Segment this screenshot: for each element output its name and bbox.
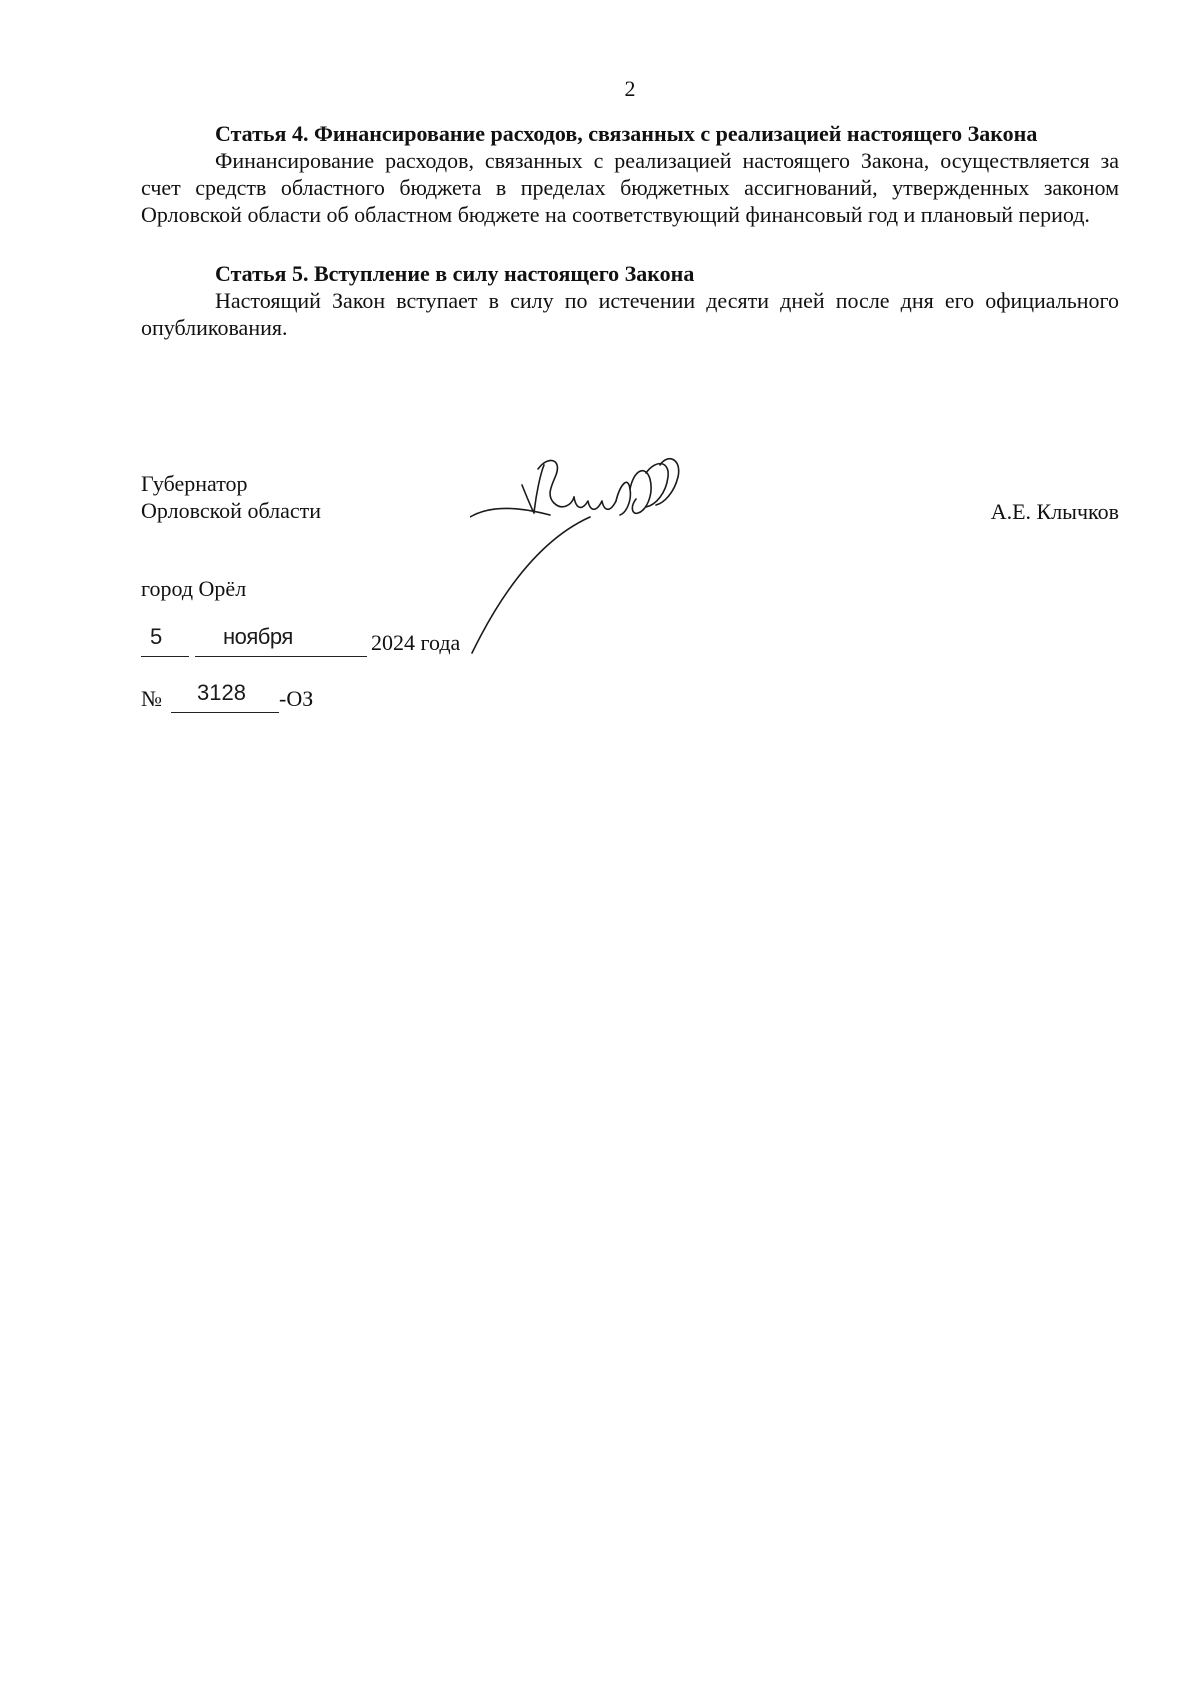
article-4-body: Финансирование расходов, связанных с реализацией настоящего Закона, осуществляется за счет средств областного бюджета в пределах бюджетных ассигнований, утвержденных законом Орловской области об областном бюджете на соответствующий финансовый год и плановый период. — [141, 148, 1119, 227]
law-number-value: 3128 — [197, 680, 246, 705]
signatory-name: А.Е. Клычков — [990, 499, 1119, 524]
handwritten-signature-icon — [470, 455, 720, 665]
date-day: 5 — [150, 624, 163, 649]
date-month-underline — [195, 656, 367, 657]
page-number: 2 — [624, 76, 636, 101]
signing-date — [141, 624, 501, 658]
signatory-title-line1: Губернатор — [141, 471, 248, 496]
document-body — [141, 120, 1119, 341]
signatory-title-line2: Орловской области — [141, 498, 321, 523]
place-of-signing: город Орёл — [141, 576, 247, 601]
signatory-title — [141, 470, 321, 524]
article-5-body: Настоящий Закон вступает в силу по истечении десяти дней после дня его официального опубликования. — [141, 288, 1119, 340]
date-day-underline — [141, 656, 189, 657]
law-number-underline — [171, 712, 279, 713]
date-year: 2024 года — [371, 630, 461, 655]
article-4-heading: Статья 4. Финансирование расходов, связанных с реализацией настоящего Закона — [215, 121, 1038, 146]
law-number — [141, 680, 441, 714]
number-sign: № — [141, 686, 162, 711]
article-5-heading: Статья 5. Вступление в силу настоящего Закона — [215, 261, 695, 286]
date-month: ноября — [223, 624, 293, 649]
law-number-suffix: -ОЗ — [279, 686, 314, 711]
